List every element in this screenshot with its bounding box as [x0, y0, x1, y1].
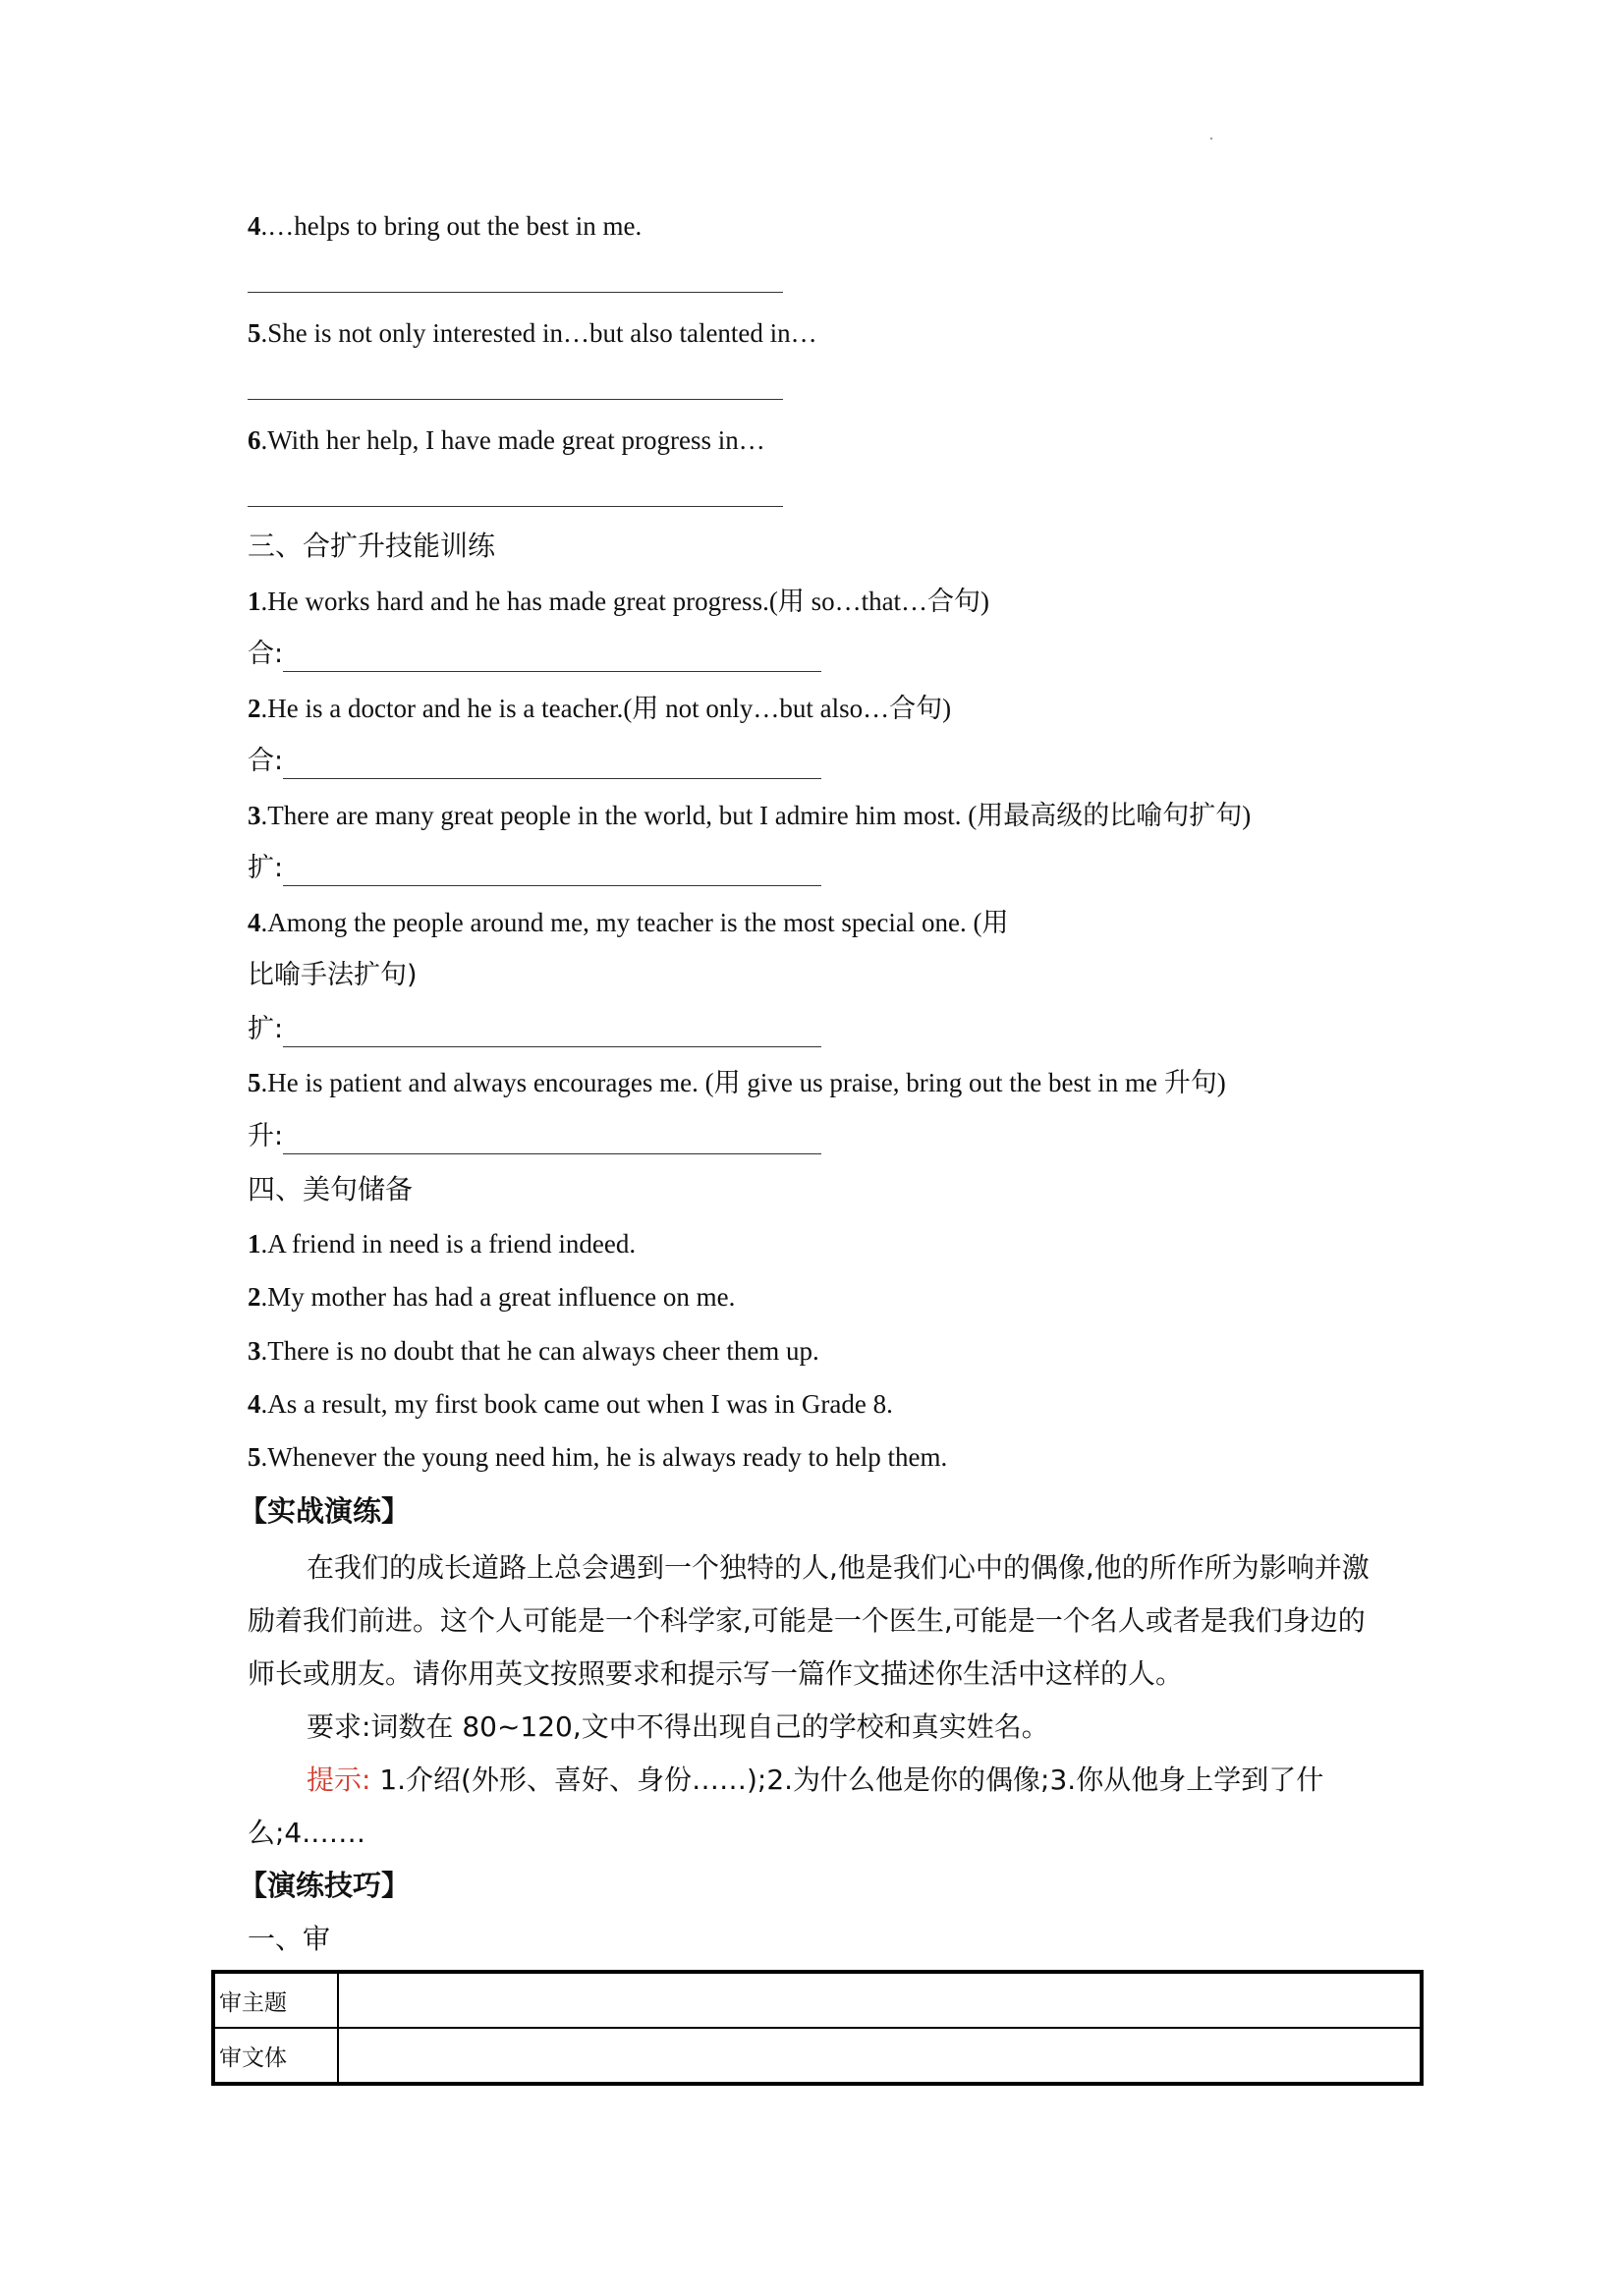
sentence-item-5: 5.She is not only interested in…but also talented in…	[248, 318, 817, 348]
answer-row-1: 合:	[248, 637, 821, 672]
row-label-topic: 审主题	[213, 1972, 338, 2028]
sentence-item-6: 6.With her help, I have made great progress in…	[248, 425, 765, 455]
review-sub-heading: 一、审	[248, 1923, 331, 1955]
answer-blank[interactable]	[248, 506, 783, 507]
answer-field[interactable]	[283, 858, 821, 886]
answer-row-2: 合:	[248, 744, 821, 779]
answer-row-3: 扩:	[248, 851, 821, 886]
row-label-style: 审文体	[213, 2028, 338, 2084]
exercise-item-2: 2.He is a doctor and he is a teacher.(用 not only…but also…合句)	[248, 694, 952, 723]
review-table	[211, 1970, 1424, 2086]
exercise-item-1: 1.He works hard and he has made great progress.(用 so…that…合句)	[248, 587, 990, 616]
practice-paragraph: 在我们的成长道路上总会遇到一个独特的人,他是我们心中的偶像,他的所作所为影响并激励着我们前进。这个人可能是一个科学家,可能是一个医生,可能是一个名人或者是我们身边的师长或朋友。请你用英文按照要求和提示写一篇作文描述你生活中这样的人。	[248, 1551, 1370, 1690]
skills-heading: 【演练技巧】	[239, 1869, 411, 1902]
table-row	[213, 1972, 1422, 2028]
sentence-2: 2.My mother has had a great influence on me.	[248, 1282, 736, 1312]
section-four-heading: 四、美句储备	[248, 1173, 414, 1205]
sentence-3: 3.There is no doubt that he can always cheer them up.	[248, 1336, 819, 1366]
practice-heading: 【实战演练】	[239, 1494, 411, 1528]
section-three-heading: 三、合扩升技能训练	[248, 530, 496, 562]
hint-text: 1.介绍(外形、喜好、身份……);2.为什么他是你的偶像;3.你从他身上学到了什么;4.……	[248, 1764, 1324, 1849]
sentence-5: 5.Whenever the young need him, he is always ready to help them.	[248, 1442, 948, 1472]
answer-field[interactable]	[283, 644, 821, 672]
answer-row-4: 扩:	[248, 1012, 821, 1047]
answer-blank[interactable]	[248, 292, 783, 293]
exercise-item-4-continued: 比喻手法扩句)	[248, 960, 418, 990]
row-value-topic[interactable]	[338, 1972, 1422, 2028]
row-value-style[interactable]	[338, 2028, 1422, 2084]
practice-requirement: 要求:词数在 80~120,文中不得出现自己的学校和真实姓名。	[307, 1710, 1049, 1743]
practice-hint	[248, 1754, 1387, 1860]
exercise-item-3: 3.There are many great people in the world, but I admire him most. (用最高级的比喻句扩句)	[248, 801, 1252, 830]
scan-dot	[1210, 138, 1212, 140]
table-row	[213, 2028, 1422, 2084]
answer-field[interactable]	[283, 751, 821, 779]
exercise-item-4: 4.Among the people around me, my teacher is the most special one. (用	[248, 908, 1009, 937]
sentence-4: 4.As a result, my first book came out when I was in Grade 8.	[248, 1389, 893, 1419]
sentence-item-4: 4.…helps to bring out the best in me.	[248, 211, 643, 241]
hint-label: 提示:	[307, 1764, 371, 1796]
sentence-1: 1.A friend in need is a friend indeed.	[248, 1229, 637, 1259]
answer-field[interactable]	[283, 1019, 821, 1047]
answer-row-5: 升:	[248, 1119, 821, 1154]
answer-blank[interactable]	[248, 399, 783, 400]
exercise-item-5: 5.He is patient and always encourages me. (用 give us praise, bring out the best in me 升句)	[248, 1068, 1226, 1097]
answer-field[interactable]	[283, 1126, 821, 1154]
